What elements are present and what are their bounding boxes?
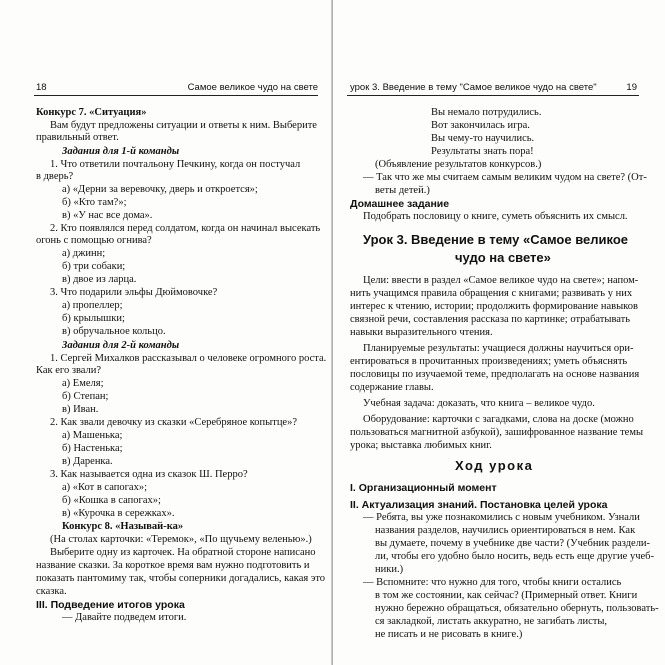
text-line: Вы чему-то научились. (431, 133, 535, 144)
text-line: пользоваться магнитной азбукой), зашифрованное название темы (350, 427, 644, 438)
text-line: Оборудование: карточки с загадками, слова на доске (можно (363, 414, 634, 425)
text-line: в том же состоянии, как сейчас? (Примерный ответ. Книги (375, 590, 638, 601)
text-line: Планируемые результаты: учащиеся должны научиться ори- (363, 343, 634, 354)
text-line: — Так что же мы считаем самым великим чудом на свете? (От- (363, 172, 647, 183)
text-line: а) джинн; (62, 248, 106, 259)
text-line: (На столах карточки: «Теремок», «По щучьему веленью».) (50, 534, 312, 545)
text-line: веты детей.) (375, 185, 430, 196)
text-line: в) обручальное кольцо. (62, 326, 166, 337)
text-line: а) «Кот в сапогах»; (62, 482, 147, 493)
page-number: 18 (36, 82, 47, 93)
header-rule (34, 95, 318, 96)
text-line: Выберите одну из карточек. На обратной стороне написано (50, 547, 316, 558)
text-line: Цели: ввести в раздел «Самое великое чудо на свете»; напом- (363, 275, 639, 286)
text-line: нужно бережно обращаться, обязательно обернуть, пользовать- (375, 603, 659, 614)
text-line: 3. Как называется одна из сказок Ш. Перро? (50, 469, 248, 480)
text-line: 3. Что подарили эльфы Дюймовочке? (50, 287, 218, 298)
text-line: б) «Кто там?»; (62, 197, 127, 208)
heading-line: I. Организационный момент (350, 482, 497, 494)
text-line: а) «Дерни за веревочку, дверь и откроется»; (62, 184, 258, 195)
running-title: урок 3. Введение в тему "Самое великое чудо на свете" (350, 82, 597, 93)
heading-line: Задания для 1-й команды (62, 146, 180, 157)
text-line: в) Иван. (62, 404, 99, 415)
text-line: 1. Что ответили почтальону Печкину, когда он постучал (50, 159, 301, 170)
text-line: название сказки. За короткое время вам нужно подготовить и (36, 560, 310, 571)
text-line: в) двое из ларца. (62, 274, 137, 285)
heading-line: II. Актуализация знаний. Постановка целей урока (350, 499, 608, 511)
text-line: содержание главы. (350, 382, 434, 393)
text-line: названия разделов, научились ориентироваться в нем. Как (375, 525, 636, 536)
text-line: навыки выразительного чтения. (350, 327, 493, 338)
text-line: Вы немало потрудились. (431, 107, 542, 118)
text-line: 1. Сергей Михалков рассказывал о человеке огромного роста. (50, 353, 327, 364)
running-title: Самое великое чудо на свете (187, 82, 318, 93)
text-line: связной речи, составления рассказа по картинке; отрабатывать (350, 314, 631, 325)
text-line: урока; выставка любимых книг. (350, 440, 492, 451)
heading-line: III. Подведение итогов урока (36, 599, 185, 611)
text-line: Вот закончилась игра. (431, 120, 530, 131)
text-line: в) «Курочка в сережках». (62, 508, 175, 519)
text-line: пословицы по изучаемой теме, предполагать на основе названия (350, 369, 640, 380)
text-line: ентироваться в прочитанных произведениях; уметь объяснять (350, 356, 628, 367)
text-line: нить учащимся правила обращения с книгами; развивать у них (350, 288, 633, 299)
heading-line: чудо на свете» (455, 250, 551, 265)
text-line: — Ребята, вы уже познакомились с новым учебником. Узнали (363, 512, 640, 523)
text-line: вы думаете, почему в учебнике две части? (Учебник раздели- (375, 538, 651, 549)
text-line: Вам будут предложены ситуации и ответы к ним. Выберите (50, 120, 317, 131)
text-line: Результаты знать пора! (431, 146, 534, 157)
text-line: не писать и не рисовать в книге.) (375, 629, 523, 640)
text-line: ли, чтобы его удобно было носить, ведь есть еще другие учеб- (375, 551, 654, 562)
text-line: огонь с помощью огнива? (36, 235, 152, 246)
text-line: — Давайте подведем итоги. (62, 612, 187, 623)
text-line: в) Даренка. (62, 456, 113, 467)
text-line: б) Степан; (62, 391, 109, 402)
heading-line: Урок 3. Введение в тему «Самое великое (363, 232, 629, 247)
header-rule (347, 95, 639, 96)
text-line: в дверь? (36, 171, 74, 182)
text-line: сказка. (36, 586, 67, 597)
text-line: а) пропеллер; (62, 300, 123, 311)
text-line: Учебная задача: доказать, что книга – великое чудо. (363, 398, 595, 409)
text-line: правильный ответ. (36, 132, 119, 143)
text-line: интерес к чтению, истории; продолжить формирование навыков (350, 301, 638, 312)
text-line: б) три собаки; (62, 261, 126, 272)
heading-line: Конкурс 7. «Ситуация» (36, 107, 147, 118)
text-line: — Вспомните: что нужно для того, чтобы книги остались (363, 577, 622, 588)
text-line: Как его звали? (36, 365, 102, 376)
heading-line: Задания для 2-й команды (62, 340, 180, 351)
text-line: 2. Как звали девочку из сказки «Серебряное копытце»? (50, 417, 298, 428)
text-line: Подобрать пословицу о книге, суметь объяснить их смысл. (363, 211, 628, 222)
heading-line: Домашнее задание (350, 198, 450, 210)
text-line: б) «Кошка в сапогах»; (62, 495, 161, 506)
text-line: а) Машенька; (62, 430, 123, 441)
text-line: ся закладкой, листать аккуратно, не загибать листы, (375, 616, 608, 627)
text-line: а) Емеля; (62, 378, 104, 389)
heading-line: Конкурс 8. «Называй-ка» (62, 521, 184, 532)
text-line: ники.) (375, 564, 404, 575)
text-line: показать пантомиму так, чтобы соперники догадались, какая это (36, 573, 326, 584)
left-page (0, 0, 332, 665)
page-number: 19 (626, 82, 637, 93)
text-line: б) Настенька; (62, 443, 123, 454)
text-line: 2. Кто появлялся перед солдатом, когда он начинал высекать (50, 223, 321, 234)
heading-line: Ход урока (455, 458, 534, 473)
text-line: б) крылышки; (62, 313, 125, 324)
text-line: (Объявление результатов конкурсов.) (375, 159, 542, 170)
text-line: в) «У нас все дома». (62, 210, 153, 221)
right-page (333, 0, 665, 665)
